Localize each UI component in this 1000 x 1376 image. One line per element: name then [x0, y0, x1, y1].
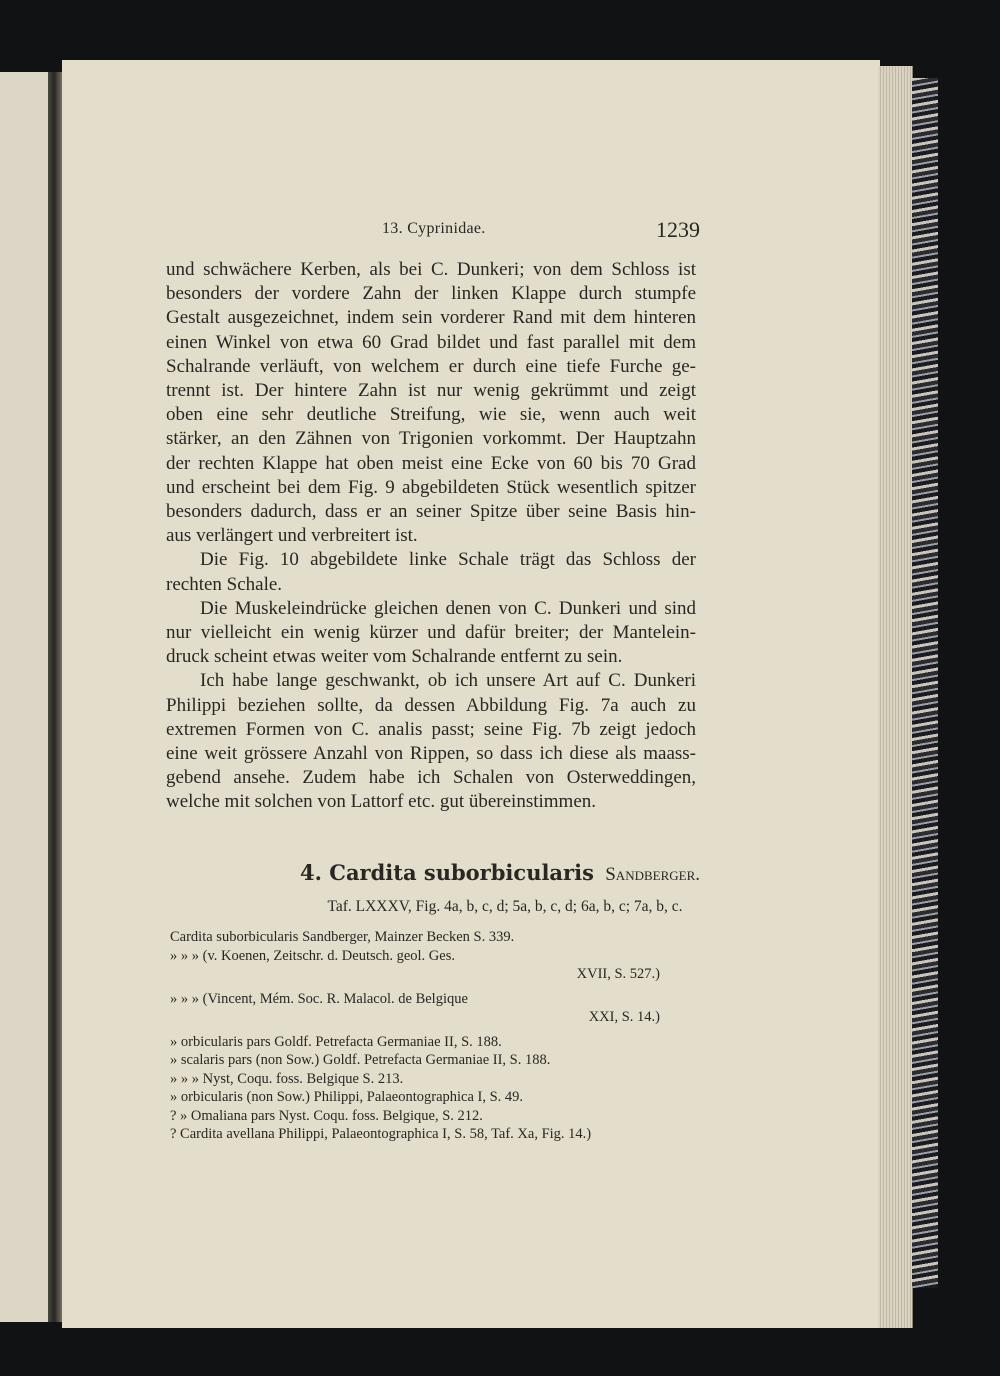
text-line: rechten Schale. — [166, 573, 283, 595]
text-line: extremen Formen von C. analis passt; seine Fig. 7b zeigt jedoch — [166, 718, 696, 740]
text-line: und schwächere Kerben, als bei C. Dunkeri; von dem Schloss ist — [166, 259, 696, 280]
left-page-edge — [0, 72, 49, 1322]
synonymy-entry: XXI, S. 14.) — [588, 1009, 660, 1025]
text-line: druck scheint etwas weiter vom Schalrande entfernt zu sein. — [166, 646, 623, 668]
text-line: gebend ansehe. Zudem habe ich Schalen von Osterweddingen, — [166, 767, 696, 789]
text-line: stärker, an den Zähnen von Trigonien vorkommt. Der Hauptzahn — [166, 428, 696, 450]
synonymy-entry: XVII, S. 527.) — [576, 966, 660, 982]
body-text — [166, 258, 696, 815]
synonymy-entry: » scalaris pars (non Sow.) Goldf. Petrefacta Germaniae II, S. 188. — [170, 1052, 551, 1068]
synonymy-entry: ? » Omaliana pars Nyst. Coqu. foss. Belgique, S. 212. — [170, 1107, 483, 1124]
synonymy-entry: » » » (Vincent, Mém. Soc. R. Malacol. de Belgique — [170, 990, 468, 1007]
synonymy-entry: » orbicularis pars Goldf. Petrefacta Germaniae II, S. 188. — [170, 1033, 502, 1050]
text-line: besonders der vordere Zahn der linken Klappe durch stumpfe — [166, 283, 696, 305]
text-line: Die Fig. 10 abgebildete linke Schale trägt das Schloss der — [200, 549, 696, 571]
running-title: 13. Cyprinidae. — [382, 220, 486, 237]
text-line: einen Winkel von etwa 60 Grad bildet und fast parallel mit dem — [166, 331, 696, 353]
species-author: Sandberger. — [605, 864, 700, 885]
synonymy-list — [170, 928, 710, 1144]
text-line: eine weit grössere Anzahl von Rippen, so dass ich diese als maass- — [166, 743, 696, 765]
text-line: Schalrande verläuft, von welchem er durch eine tiefe Furche ge- — [166, 355, 696, 377]
synonymy-entry: » » » (v. Koenen, Zeitschr. d. Deutsch. geol. Ges. — [170, 947, 455, 964]
species-name: Cardita suborbicularis — [329, 860, 594, 885]
plate-reference: Taf. LXXXV, Fig. 4a, b, c, d; 5a, b, c, d; 6a, b, c; 7a, b, c. — [327, 898, 683, 915]
text-line: aus verlängert und verbreitert ist. — [166, 525, 418, 547]
species-number: 4. — [299, 860, 322, 885]
synonymy-entry: Cardita suborbicularis Sandberger, Mainzer Becken S. 339. — [170, 929, 515, 945]
text-line: der rechten Klappe hat oben meist eine Ecke von 60 bis 70 Grad — [166, 452, 696, 474]
synonymy-entry: » » » Nyst, Coqu. foss. Belgique S. 213. — [170, 1070, 404, 1087]
text-line: Ich habe lange geschwankt, ob ich unsere Art auf C. Dunkeri — [200, 670, 696, 692]
text-line: trennt ist. Der hintere Zahn ist nur wenig gekrümmt und zeigt — [166, 380, 696, 402]
text-line: welche mit solchen von Lattorf etc. gut übereinstimmen. — [166, 791, 597, 813]
page-header — [0, 217, 1000, 250]
text-line: nur vielleicht ein wenig kürzer und dafür breiter; der Mantelein- — [166, 622, 696, 644]
page-edges — [878, 66, 913, 1328]
synonymy-entry: » orbicularis (non Sow.) Philippi, Palaeontographica I, S. 49. — [170, 1089, 524, 1105]
text-line: besonders dadurch, dass er an seiner Spitze über seine Basis hin- — [166, 501, 696, 523]
text-line: und erscheint bei dem Fig. 9 abgebildeten Stück wesentlich spitzer — [166, 476, 696, 498]
text-line: Gestalt ausgezeichnet, indem sein vorderer Rand mit dem hinteren — [166, 307, 696, 329]
book-cover-edge — [912, 78, 938, 1288]
text-line: Philippi beziehen sollte, da dessen Abbildung Fig. 7a auch zu — [166, 694, 696, 716]
species-heading — [0, 860, 1000, 886]
page-number: 1239 — [656, 217, 700, 242]
text-line: Die Muskeleindrücke gleichen denen von C. Dunkeri und sind — [200, 597, 696, 619]
text-line: oben eine sehr deutliche Streifung, wie sie, wenn auch weit — [166, 404, 696, 426]
synonymy-entry: ? Cardita avellana Philippi, Palaeontographica I, S. 58, Taf. Xa, Fig. 14.) — [170, 1126, 592, 1142]
